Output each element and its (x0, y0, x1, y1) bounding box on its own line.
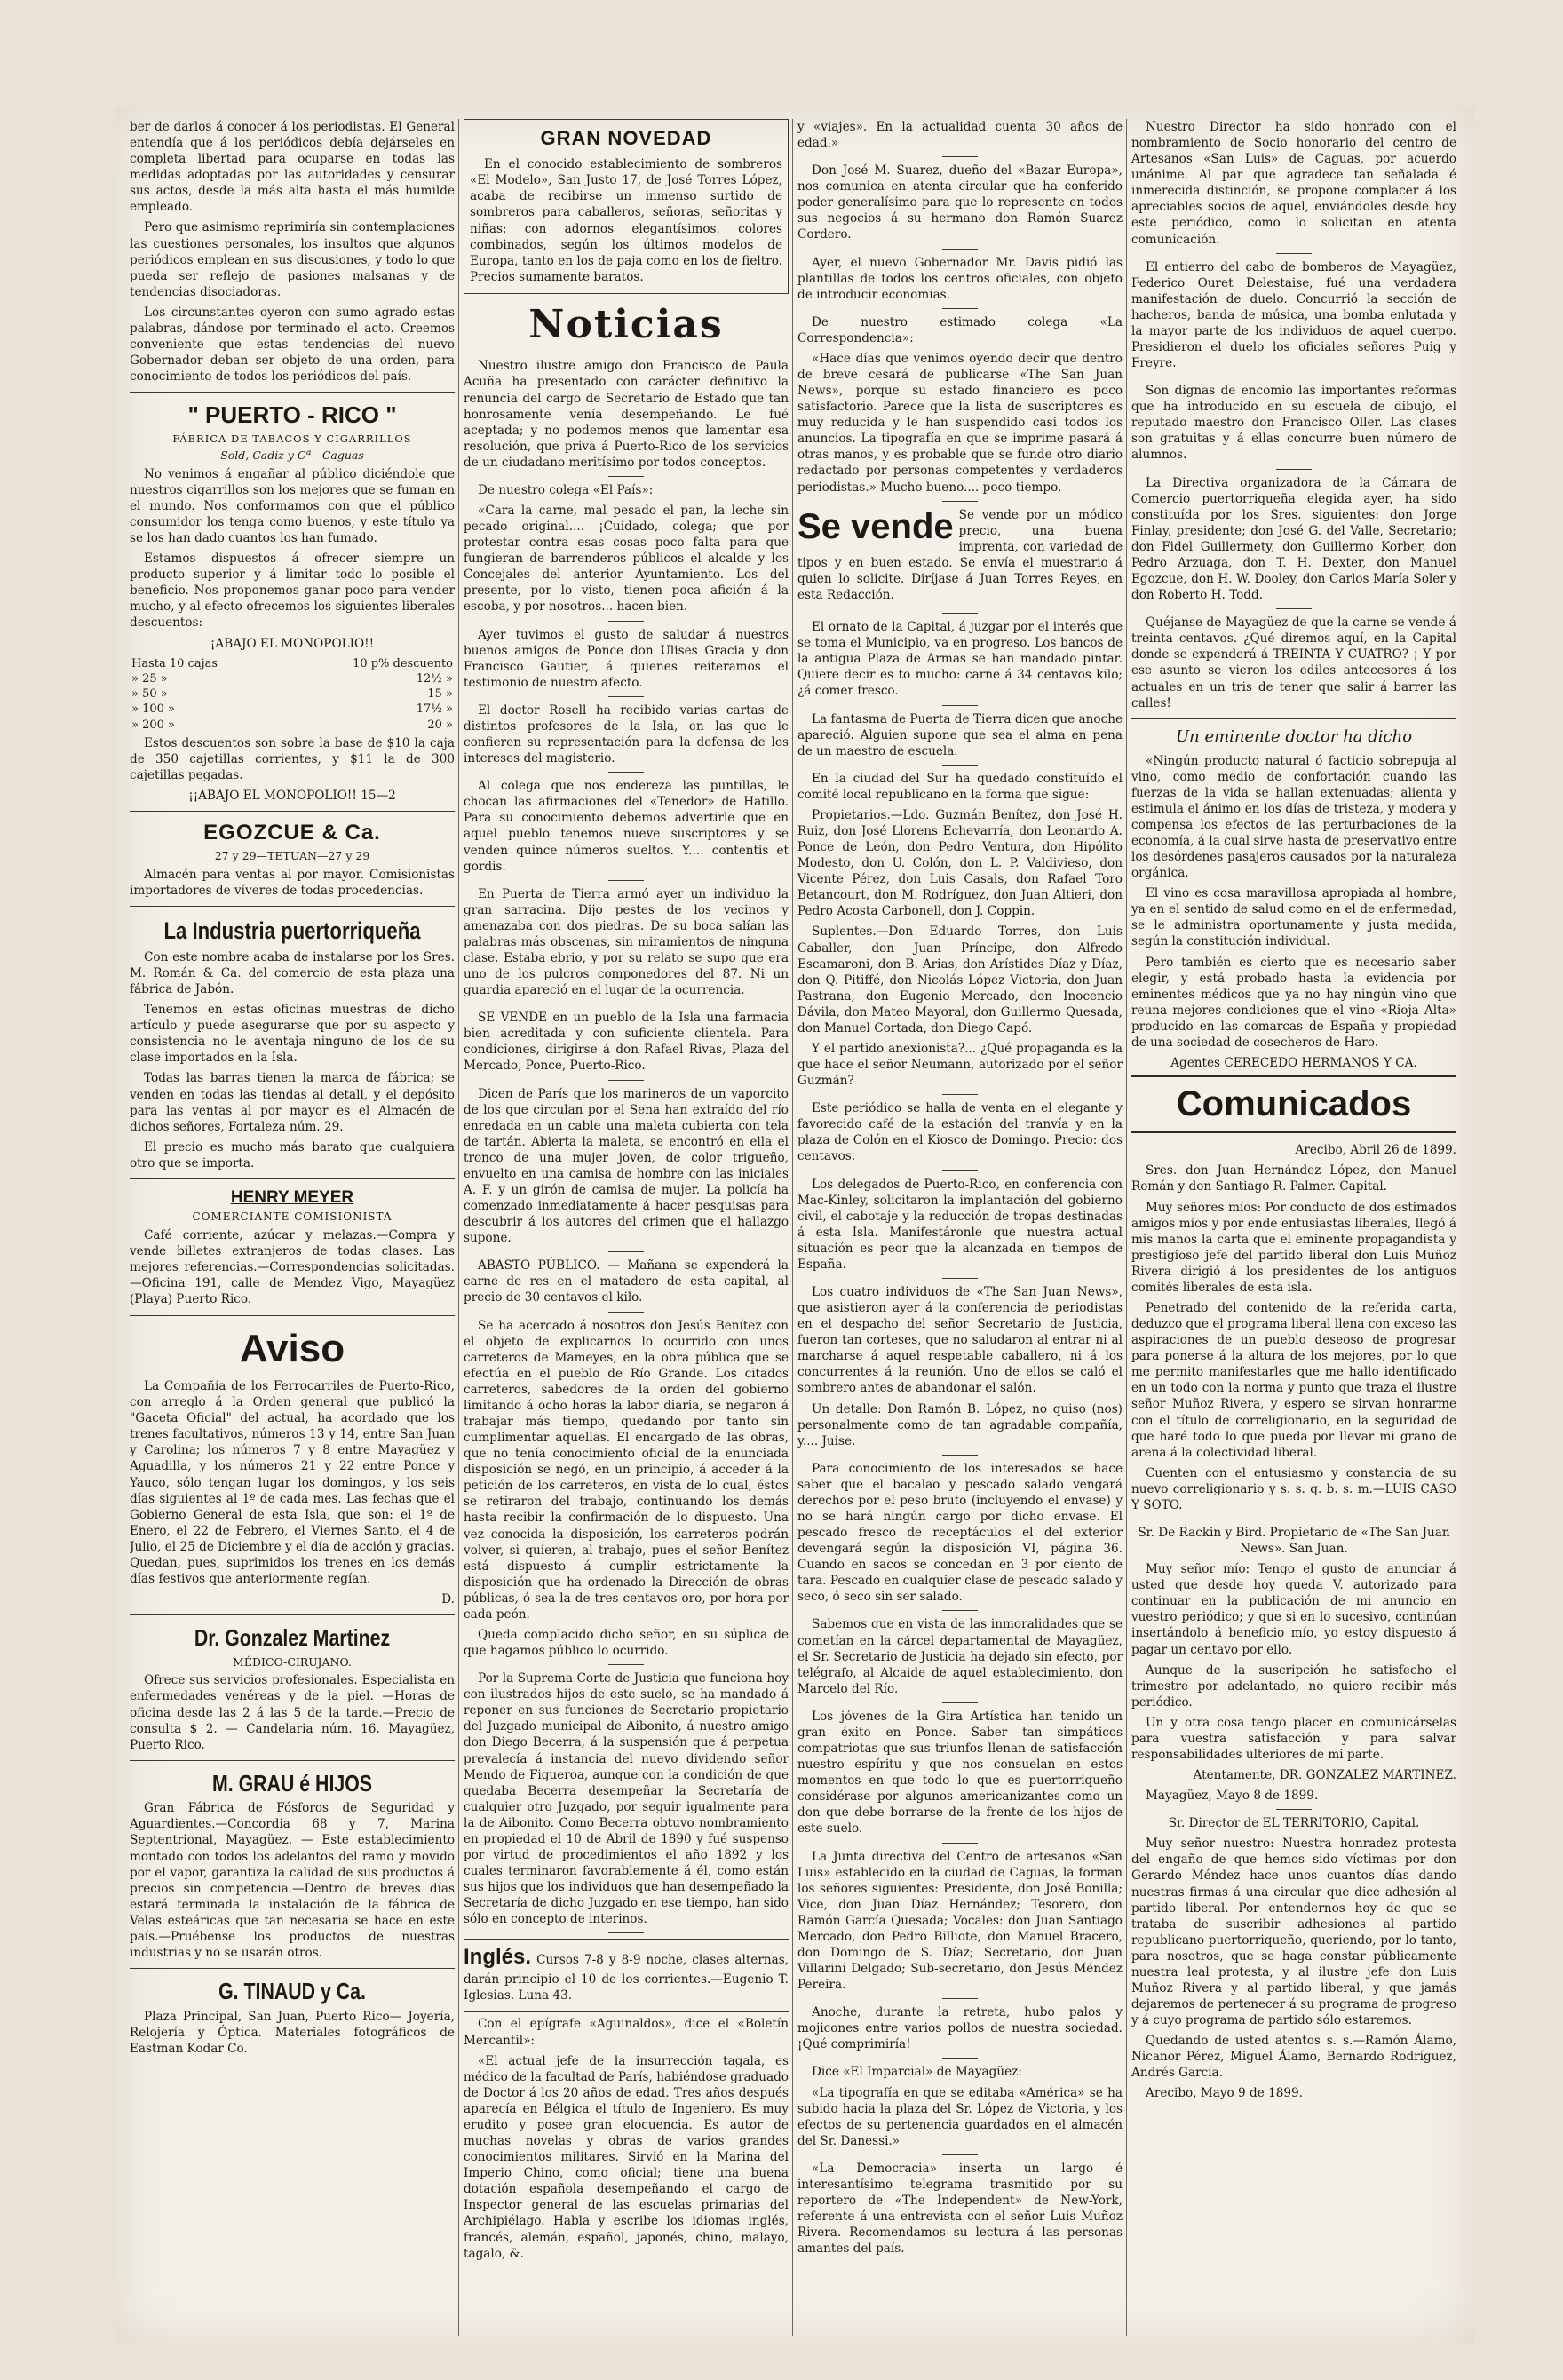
letter-paragraph: Muy señor nuestro: Nuestra honradez protesta del engaño de que hemos sido víctimas por don Gerardo Méndez hace unos cuantos días dando nuestras firmas á una circular que dice adhesión al partido liberal. Por entendernos hoy de que se trataba de suscribir adhesiones al partido republicano puertorriqueño, queriendo, por lo tanto, para nosotros, que se haga constar públicamente nuestra leal protesta, y al ilustre jefe don Luis Muñoz Rivera y al partido liberal, y que jamás dejaremos de pertenecer á su programa de progreso y á cuyo programa de partido sólo estaremos. (1131, 1837, 1456, 2028)
news-item: Queda complacido dicho señor, en su súplica de que hagamos público lo ocurrido. (464, 1628, 789, 1659)
letter-recipient: Sres. don Juan Hernández López, don Manuel Román y don Santiago R. Palmer. Capital. (1131, 1163, 1456, 1194)
news-item: La fantasma de Puerta de Tierra dicen que anoche apareció. Alguien supone que sea el alma en pena de un maestro de escuela. (797, 711, 1123, 758)
discount-table (130, 656, 455, 733)
letter-paragraph: Muy señor mío: Tengo el gusto de anunciar á usted que desde hoy queda V. autorizado para continuar en la publicación de mi anuncio en vuestro periódico; y que si en lo sucesivo, continúan insertándolo á beneficio mío, yo estoy dispuesto á pagar un centavo por ello. (1131, 1562, 1456, 1657)
ad-title: HENRY MEYER (230, 1187, 354, 1207)
divider (608, 1312, 644, 1313)
ad-slogan-text: ¡¡ABAJO EL MONOPOLIO!! (188, 789, 357, 804)
discount-label: » 50 » (131, 687, 168, 702)
news-item: Anoche, durante la retreta, hubo palos y mojicones entre varios pollos de nuestra sociedad. ¡Qué comprimiría! (797, 2005, 1123, 2052)
divider (130, 906, 455, 908)
divider (1276, 608, 1312, 609)
column-divider (458, 119, 459, 2336)
ad-agents: Agentes CERECEDO HERMANOS Y CA. (1170, 1056, 1417, 1070)
news-item: Y el partido anexionista?... ¿Qué propaganda es la que hace el señor Neumann, autorizado por el señor Guzmán? (797, 1041, 1123, 1089)
letter-gonzalez (1131, 1525, 1456, 1804)
divider (942, 2154, 978, 2155)
se-vende-ad (797, 507, 1123, 603)
tinaud-ad (130, 1976, 455, 2057)
news-item: «Cara la carne, mal pesado el pan, la leche sin pecado original.... ¡Cuidado, colega; que por protestar contra esas cosas poco falta para que fungieran de barrenderos públicos el alcalde y los Concejales del anterior Ayuntamiento. Los del presente, por lo visto, tienen poca afición á la escoba, y por nosotros... hacen bien. (464, 504, 789, 615)
divider (942, 705, 978, 706)
divider (942, 1702, 978, 1703)
discount-value: 15 » (427, 687, 453, 702)
divider (130, 392, 455, 393)
news-item: «Hace días que venimos oyendo decir que dentro de breve cesará de publicarse «The San Juan News», porque su estado financiero es poco satisfactorio. Parece que la lista de suscriptores es muy reducida y le han suspendido casi todos los anuncios. La tipografía en que se imprime pasará á otras manos, y es probable que se funde otro diario redactado por personas competentes y verdaderos periodistas.» Mucho bueno.... poco tiempo. (797, 351, 1123, 495)
ad-address: 27 y 29—TETUAN—27 y 29 (214, 849, 370, 863)
ad-paragraph: El precio es mucho más barato que cualquiera otro que se importa. (130, 1139, 455, 1170)
notice-sign: D. (441, 1592, 455, 1607)
divider (942, 1170, 978, 1171)
egozcue-ad (130, 819, 455, 899)
ad-title: EGOZCUE & Ca. (203, 821, 381, 845)
news-item: Suplentes.—Don Eduardo Torres, don Luis Caballer, don Juan Príncipe, don Alfredo Escamaroni, don B. Arias, don Arístides Díaz y Díaz, don Q. Pitiffé, don Nicolás López Victoria, don Juan Pastrana, don Eugenio Mercado, don Inocencio Dávila, don Mateo Mayoral, don Guillermo Quesada, don Manuel Cortada, don Diego Capó. (797, 924, 1123, 1035)
news-item: Sabemos que en vista de las inmoralidades que se cometían en la cárcel departamental de Mayagüez, el Sr. Secretario de Justicia ha dejado sin efecto, por telégrafo, al Alcaide de aquel establecimiento, don Marcelo del Río. (797, 1617, 1123, 1696)
divider (608, 1664, 644, 1665)
column-1 (130, 119, 455, 2336)
letter-date: Arecibo, Mayo 9 de 1899. (1146, 2086, 1304, 2101)
divider (942, 249, 978, 250)
news-item: Al colega que nos endereza las puntillas, le chocan las afirmaciones del «Tenedor» de Hatillo. Para su conocimiento debemos advertirle que en aquel pueblo tenemos nueve suscriptores y se venden quince números sueltos. Y.... contentis et gordis. (464, 779, 789, 874)
letter-caso (1131, 1142, 1456, 1513)
news-item: La Directiva organizadora de la Cámara de Comercio puertorriqueña elegida ayer, ha sido constituída por los Sres. siguientes: don Jorge Finlay, presidente; don José G. del Valle, Secretario; don Fidel Guillermety, don Guillermo Korber, don Pedro Arzuaga, don T. H. Dexter, don Manuel Egozcue, don H. W. Dooley, don Carlos María Soler y don Roberto H. Todd. (1131, 475, 1456, 603)
divider (608, 772, 644, 773)
discount-value: 20 » (427, 718, 453, 732)
letter-date: Arecibo, Abril 26 de 1899. (1295, 1143, 1456, 1158)
discount-label: Hasta 10 cajas (131, 656, 218, 670)
letter-recipient: Sr. Director de EL TERRITORIO, Capital. (1168, 1816, 1420, 1831)
news-item: Los delegados de Puerto-Rico, en conferencia con Mac-Kinley, solicitaron la implantación del gobierno civil, el cabotaje y la reducción de tropas destinadas á esta Isla. Manifestáronle que nuestra actual situación es peor que la alcanzada en tiempos de España. (797, 1177, 1123, 1272)
ad-place: Sold, Cadiz y Cª—Caguas (220, 448, 364, 463)
news-item: SE VENDE en un pueblo de la Isla una farmacia bien acreditada y con suficiente clientela. Para condiciones, dirigirse á don Rafael Rivas, Plaza del Mercado, Ponce, Puerto-Rico. (464, 1011, 789, 1074)
table-row (130, 718, 455, 733)
article-paragraph: Los circunstantes oyeron con sumo agrado estas palabras, dándose por terminado el acto. Creemos conveniente que estas tendencias del nuevo Gobernador deban ser objeto de una orden, para conocimiento de todos los periódicos del país. (130, 305, 455, 385)
divider (608, 696, 644, 697)
discount-value: 17½ » (416, 702, 453, 717)
column-divider (792, 119, 793, 2336)
divider (608, 476, 644, 477)
news-item: De nuestro colega «El País»: (478, 482, 654, 497)
table-row (130, 702, 455, 717)
divider (608, 880, 644, 881)
news-item: El entierro del cabo de bomberos de Mayagüez, Federico Ouret Delestaise, fué una verdadera manifestación de duelo. Concurrió la sección de hacheros, banda de música, una bomba enlutada y la mayor parte de los individuos de aquel cuerpo. Presidieron el duelo los oficiales señores Puig y Freyre. (1131, 259, 1456, 371)
ad-subtitle: COMERCIANTE COMISIONISTA (192, 1210, 393, 1224)
ingles-ad (464, 1939, 789, 2012)
table-row (130, 686, 455, 702)
letter-paragraph: Cuenten con el entusiasmo y constancia de su nuevo correligionario y s. s. q. b. s. m.—LUIS CASO Y SOTO. (1131, 1465, 1456, 1512)
news-item: Se ha acercado á nosotros don Jesús Benítez con el objeto de explicarnos lo ocurrido con unos carreteros de Mameyes, en la obra pública que se efectúa en el pueblo de Río Grande. Los citados carreteros, sabedores de la orden del gobierno limitando á ocho horas la labor diaria, se negaron á trabajar más tiempo, quedando por tanto sin cumplimentar aquellas. El encargado de las obras, que no tenía conocimiento oficial de la enunciada disposición se negó, en un principio, á acceder á la petición de los carreteros, en vista de lo cual, éstos se retiraron del trabajo, continuando los demás hasta recibir la confirmación de lo dispuesto. Una vez conocida la disposición, los carreteros podrán volver, si quieren, al trabajo, pues el señor Benítez está dispuesto á cumplir estrictamente la disposición que ha ordenado la Dirección de obras públicas, ó sea la de tres centavos oro, por hora por cada peón. (464, 1318, 789, 1622)
ad-title: Un eminente doctor ha dicho (1175, 726, 1413, 746)
ad-paragraph: Pero también es cierto que es necesario saber elegir, y está probado hasta la evidencia por eminentes médicos que ya no hay ningún vino que reuna mejores condiciones que el vino «Rioja Alta» producido en las comarcas de España y propiedad de una sociedad de cosecheros de Haro. (1131, 955, 1456, 1050)
divider (942, 613, 978, 614)
ad-subtitle: FÁBRICA DE TABACOS Y CIGARRILLOS (172, 432, 412, 445)
letter-date: Mayagüez, Mayo 8 de 1899. (1146, 1789, 1319, 1804)
news-item: Son dignas de encomio las importantes reformas que ha introducido en su escuela de dibujo, el reputado maestro don Francisco Oller. Las clases son gratuitas y á ellas concurre buen número de alumnos. (1131, 384, 1456, 463)
news-item: Propietarios.—Ldo. Guzmán Benítez, don José H. Ruiz, don José Llorens Echevarría, don Leonardo A. Ponce de León, don Pedro Ventura, don Hipólito Modesto, don U. Colón, don L. P. Valdivieso, don Vicente Pérez, don Luis Casals, don Rafael Toro Betancourt, don M. Rodríguez, don Juan Altieri, don Pedro Acosta Carbonell, don J. Coppin. (797, 807, 1123, 919)
discount-label: » 200 » (131, 718, 175, 732)
divider (608, 621, 644, 622)
discount-label: » 25 » (131, 671, 168, 686)
ad-paragraph: El vino es cosa maravillosa apropiada al hombre, ya en el sentido de salud como en el de enfermedad, se le administra oportunamente y justa medida, según la constitución individual. (1131, 886, 1456, 949)
divider (130, 1315, 455, 1316)
table-row (130, 656, 455, 671)
doctor-ad (1131, 726, 1456, 1071)
divider (942, 765, 978, 766)
ad-paragraph: Plaza Principal, San Juan, Puerto Rico— Joyería, Relojería y Óptica. Materiales fotográficos de Eastman Kodar Co. (130, 2009, 455, 2056)
ad-body: Se vende por un módico precio, una buena imprenta, con variedad de tipos y en buen estado. Se envía el muestrario á quien lo solicite. Diríjase á Juan Torres Reyes, en esta Redacción. (797, 507, 1123, 603)
ad-paragraph: Tenemos en estas oficinas muestras de dicho artículo y puede asegurarse que por su aspecto y consistencia no le aventaja ninguno de los de su clase importados en la Isla. (130, 1003, 455, 1066)
gran-novedad-ad (464, 119, 789, 294)
divider (942, 501, 978, 502)
divider (608, 1080, 644, 1081)
aviso-notice (130, 1323, 455, 1608)
newspaper-page (115, 107, 1474, 2344)
ad-paragraph: Todas las barras tienen la marca de fábrica; se venden en todas las tiendas al detall, y el depósito para las ventas al por mayor es el Almacén de dichos señores, Fortaleza núm. 29. (130, 1071, 455, 1134)
news-item: Ayer, el nuevo Gobernador Mr. Davis pidió las plantillas de todos los centros oficiales, con objeto de introducir economías. (797, 255, 1123, 302)
ad-paragraph: Ofrece sus servicios profesionales. Especialista en enfermedades venéreas y de la piel. —Horas de oficina desde las 2 á las 5 de la tarde.—Precio de consulta $ 2. — Candelaria núm. 16. Mayagüez, Puerto Rico. (130, 1673, 455, 1752)
divider (130, 1760, 455, 1761)
news-item: La Junta directiva del Centro de artesanos «San Luis» establecido en la ciudad de Caguas, la forman los señores siguientes: Presidente, don José Bonilla; Vice, don Juan Díaz Hernández; Tesorero, don Ramón García Quesada; Vocales: don Juan Santiago Mercado, don Pedro Billiote, don Manuel Bracero, don Domingo de S. Díaz; Secretario, don Juan Villarini Delgado; Sub-secretario, don Jesús Méndez Pereira. (797, 1849, 1123, 1993)
letter-sign: Atentamente, DR. GONZALEZ MARTINEZ. (1193, 1768, 1456, 1783)
news-item: Los jóvenes de la Gira Artística han tenido un gran éxito en Ponce. Saber tan simpáticos compatriotas que sus triunfos llenan de satisfacción nuestro espíritu y que nos consuelan en estos momentos en que todo lo que es puertorriqueño considérase por algunos americanizantes como un don que debe borrarse de la frente de los hijos de este suelo. (797, 1709, 1123, 1837)
ad-paragraph: Almacén para ventas al por mayor. Comisionistas importadores de víveres de todas procedencias. (130, 867, 455, 898)
divider (942, 2058, 978, 2059)
divider (942, 308, 978, 309)
ad-title: G. TINAUD y Ca. (218, 1978, 366, 2005)
letter-paragraph: Penetrado del contenido de la referida carta, deduzco que el programa liberal llena con exceso las aspiraciones de un pueblo deseoso de progresar para ponerse á la altura de los mejores, por lo que me permito manifestarles que me hallo identificado en un todo con la norma y punto que traza el ilustre señor Muñoz Rivera, y espero se sirvan honrarme con el título de correligionario, en la seguridad de que haré todo lo que pueda por llevar mi grano de arena á la colectividad liberal. (1131, 1300, 1456, 1460)
divider (942, 1455, 978, 1456)
news-item: Por la Suprema Corte de Justicia que funciona hoy con ilustrados hijos de este suelo, se ha mandado á reponer en sus funciones de Secretario propietario del Juzgado municipal de Aibonito, á nuestro amigo don Diego Becerra, á la suspensión que á perpetua prevalecía á instancia del nuevo dividendo señor Mendo de Figueroa, aunque con la condición de que quedaba Becerra desempeñar la Secretaría de cualquier otro Juzgado, por seguir igualmente para la de Aibonito. Como Becerra obtuvo nombramiento en propiedad el 10 de Abril de 1890 y fué suspenso por virtud de procedimientos el año 1892 y los cuales terminaron favorablemente á él, como están sus hijos que los individuos que han desempeñado la Secretaría de dicho Juzgado en ese tiempo, han sido sólo en concepto de interinos. (464, 1671, 789, 1927)
ad-slogan (130, 788, 455, 804)
ad-title: GRAN NOVEDAD (540, 127, 712, 149)
puerto-rico-ad (130, 400, 455, 804)
letter-paragraph: Aunque de la suscripción he satisfecho el trimestre por adelantado, no quiero recibir más periódico. (1131, 1662, 1456, 1710)
news-item: Nuestro Director ha sido honrado con el nombramiento de Socio honorario del centro de Artesanos «San Luis» de Caguas, por acuerdo unánime. Al par que agradece tan señalada é inmerecida distinción, se propone complacer á los apreciables socios de aquel, enviándoles desde hoy este periódico, como lo solicitan en atenta comunicación. (1131, 120, 1456, 247)
news-item: El doctor Rosell ha recibido varias cartas de distintos profesores de la Isla, en las que le confieren su representación para la defensa de los intereses del magisterio. (464, 702, 789, 766)
divider (130, 1968, 455, 1969)
divider (942, 1094, 978, 1095)
news-item: Ayer tuvimos el gusto de saludar á nuestros buenos amigos de Ponce don Ulises Gracia y don Francisco Gautier, á quienes reiteramos el testimonio de nuestro afecto. (464, 627, 789, 690)
gonzalez-ad (130, 1622, 455, 1753)
news-item: Con el epígrafe «Aguinaldos», dice el «Boletín Mercantil»: (464, 2017, 789, 2048)
letter-sign: Quedando de usted atentos s. s.—Ramón Álamo, Nicanor Pérez, Miguel Álamo, Bernardo Rodríguez, Andrés García. (1131, 2034, 1456, 2081)
divider (1276, 253, 1312, 254)
ad-paragraph: Estamos dispuestos á ofrecer siempre un producto superior y á limitar todo lo posible el beneficio. Nos proponemos ganar poco para vender mucho, y al efecto ofrecemos los siguientes liberales descuentos: (130, 551, 455, 631)
ad-paragraph: En el conocido establecimiento de sombreros «El Modelo», San Justo 17, de José Torres López, acaba de recibirse un inmenso surtido de sombreros para caballeros, señoras, señoritas y niñas; con adornos elegantísimos, colores combinados, según los últimos modelos de Europa, tanto en los de paja como en los de fieltro. Precios sumamente baratos. (470, 157, 782, 284)
news-item: y «viajes». En la actualidad cuenta 30 años de edad.» (797, 120, 1123, 151)
table-row (130, 671, 455, 686)
news-item: Un detalle: Don Ramón B. López, no quiso (nos) personalmente como de tan agradable compañía, y.... Juise. (797, 1401, 1123, 1448)
news-item: ABASTO PÚBLICO. — Mañana se expenderá la carne de res en el matadero de esta capital, al precio de 30 centavos el kilo. (464, 1258, 789, 1305)
divider (130, 1178, 455, 1179)
ad-subtitle: MÉDICO-CIRUJANO. (233, 1654, 352, 1669)
divider (1276, 1809, 1312, 1810)
news-item: De nuestro estimado colega «La Correspondencia»: (797, 314, 1123, 345)
drop-heading: Se vende (797, 506, 954, 546)
divider (130, 811, 455, 812)
discount-value: 12½ » (416, 671, 453, 686)
ad-title: M. GRAU é HIJOS (211, 1769, 373, 1797)
ad-paragraph: Estos descuentos son sobre la base de $10 la caja de 350 cajetillas corrientes, y $11 la de 300 cajetillas pegadas. (130, 736, 455, 783)
ad-paragraph: «Ningún producto natural ó facticio sobrepuja al vino, como medio de confortación cuando las fuerzas de la vida se hallan extenuadas; alienta y estimula el ánimo en los días de tristeza, y modera y compensa los efectos de las perturbaciones de la economía, á la cual sirve hasta de preservativo entre los desórdenes pasajeros causados por la naturaleza orgánica. (1131, 753, 1456, 881)
news-item: Nuestro ilustre amigo don Francisco de Paula Acuña ha presentado con carácter definitivo la renuncia del cargo de Secretario de Estado que tan honrosamente venía desempeñando. Le fué aceptada; y no podemos menos que lamentar esa resolución, que priva á Puerto-Rico de los servicios de un ciudadano meritísimo por todos conceptos. (464, 359, 789, 470)
grau-ad (130, 1768, 455, 1961)
industria-ad (130, 916, 455, 1171)
divider (1276, 469, 1312, 470)
ad-paragraph: Con este nombre acaba de instalarse por los Sres. M. Román & Ca. del comercio de esta plaza una fábrica de Jabón. (130, 949, 455, 997)
ad-title: " PUERTO - RICO " (187, 401, 397, 429)
meyer-ad (130, 1186, 455, 1308)
letter-recipient: Sr. De Rackin y Bird. Propietario de «The San Juan News». San Juan. (1138, 1525, 1450, 1557)
ad-ref: 15—2 (361, 789, 396, 804)
letter-paragraph: Muy señores míos: Por conducto de dos estimados amigos míos y por ende entusiastas liberales, llegó á mis manos la carta que el eminente propagandista y prestigioso jefe del partido liberal don Luis Muñoz Rivera dirigió á los presidentes de los antiguos comités liberales de esta isla. (1131, 1200, 1456, 1295)
aviso-title: Aviso (239, 1326, 345, 1370)
ad-title: Dr. Gonzalez Martinez (194, 1624, 391, 1652)
news-item: En Puerta de Tierra armó ayer un individuo la gran sarracina. Dijo pestes de los vecinos y amenazaba con dos piedras. De su boca salían las palabras más obscenas, sin miramientos de ninguna clase. Estaba ebrio, y por su relato se supo que era uno de los pulcros componedores del 87. Ni un guardia apareció en el lugar de la ocurrencia. (464, 886, 789, 998)
letter-paragraph: Un y otra cosa tengo placer en comunicárselas para vuestra satisfacción y para salvar responsabilidades ulteriores de mi parte. (1131, 1715, 1456, 1762)
news-item: Para conocimiento de los interesados se hace saber que el bacalao y pescado salado vengará derechos por el peso bruto (incluyendo el envase) y no se hará ningún cargo por dicho envase. El pescado fresco de receptáculos el del exterior devengará según la disposición VI, página 36. Cuando en sacos se concedan en 3 por ciento de tara. Pescado en cualquier clase de pescado salado y seco, ó seco sin ser salado. (797, 1461, 1123, 1605)
column-4 (1131, 119, 1456, 2336)
divider (130, 1614, 455, 1615)
ad-title: Inglés. (464, 1945, 532, 1970)
divider (1131, 718, 1456, 719)
news-item: «La tipografía en que se editaba «América» se ha subido hacia la plaza del Sr. López de Victoria, y los efectos de su pertenencia guardados en el almacén del Sr. Danessi.» (797, 2085, 1123, 2148)
article-paragraph: ber de darlos á conocer á los periodistas. El General entendía que á los periódicos debía dejárseles en completa libertad para ocuparse en todas las medidas adoptadas por las autoridades y censurar sus actos, desde la más alta hasta el más humilde empleado. (130, 120, 455, 215)
news-item: Quéjanse de Mayagüez de que la carne se vende á treinta centavos. ¿Qué diremos aquí, en la Capital donde se expenderá á TREINTA Y CUATRO? ¡ Y por ese asunto se vieron los ediles antecesores á los actuales en un tris de tener que salir á barrer las calles! (1131, 615, 1456, 710)
news-item: En la ciudad del Sur ha quedado constituído el comité local republicano en la forma que sigue: (797, 771, 1123, 802)
news-item: Dicen de París que los marineros de un vaporcito de los que circulan por el Sena han extraído del río enredada en un cable una maleta cubierta con tela de tartán. Abierta la maleta, se encontró en ella el tronco de una mujer joven, de color trigueño, envuelto en una camisa de hombre con las iniciales A. F. y un girón de camisa de mujer. La policía ha comenzado inmediatamente á hacer pesquisas para descubrir á los autores del crimen que el hallazgo supone. (464, 1086, 789, 1246)
noticias-heading: Noticias (528, 301, 724, 347)
divider (608, 1251, 644, 1252)
news-item: «El actual jefe de la insurrección tagala, es médico de la facultad de París, habiéndose graduado de Doctor á los 20 años de edad. Tres años después aparecía en Bélgica el título de Ingeniero. Es muy erudito y posee gran elocuencia. Es autor de muchas novelas y obras de varios grandes conocimientos militares. Sirvió en la Marina del Imperio Chino, como oficial; tiene una buena dotación española desempeñando el cargo de Inspector general de las escuelas primarias del Archipiélago. Habla y escribe los idiomas inglés, francés, alemán, español, japonés, chino, malayo, tagalo, &. (464, 2053, 789, 2261)
news-item: «La Democracia» inserta un largo é interesantísimo telegrama trasmitido por su reportero de «The Independent» de New-York, referente á una entrevista con el señor Luis Muñoz Rivera. Recomendamos su lectura á las personas amantes del país. (797, 2161, 1123, 2257)
divider (942, 1278, 978, 1279)
ad-slogan: ¡ABAJO EL MONOPOLIO!! (210, 636, 375, 651)
ad-paragraph (464, 1943, 789, 2003)
notice-paragraph: La Compañía de los Ferrocarriles de Puerto-Rico, con arreglo á la Orden general que publicó la "Gaceta Oficial" del actual, ha acordado que los trenes facultativos, números 13 y 14, entre San Juan y Carolina; los números 7 y 8 entre Mayagüez y Aguadilla, y los números 21 y 22 entre Ponce y Yauco, sólo tengan lugar los domingos, y los seis días siguientes al 1º de cada mes. Las fechas que el Gobierno General de esta Isla, que son: el 1º de Enero, el 22 de Febrero, el Viernes Santo, el 4 de Julio, el 25 de Diciembre y el día de acción y gracias. Quedan, pues, suprimidos los trenes en los demás días festivos que anteriormente regían. (130, 1379, 455, 1586)
ad-paragraph: No venimos á engañar al público diciéndole que nuestros cigarrillos son los mejores que se fuman en el mundo. Nos conformamos con que el público consumidor los tenga como buenos, y este título ya se los han dado cuantos los han fumado. (130, 466, 455, 546)
divider (942, 1843, 978, 1844)
column-3 (797, 119, 1123, 2336)
discount-label: » 100 » (131, 702, 175, 717)
letter-arecibo (1131, 1815, 1456, 2101)
divider (942, 1610, 978, 1611)
divider (608, 1932, 644, 1933)
ad-paragraph: Gran Fábrica de Fósforos de Seguridad y Aguardientes.—Concordia 68 y 7, Marina Septentrional, Mayagüez. — Este establecimiento montado con todos los adelantos del ramo y movido por el vapor, garantiza la calidad de sus productos á precios sin competencia.—Dentro de breves días estará terminada la instalación de la fábrica de Velas esteáricas que tan necesaria se hace en este país.—Pruébense los productos de nuestras industrias y no se usarán otros. (130, 1801, 455, 1961)
discount-value: 10 p% descuento (353, 656, 453, 670)
news-item: Este periódico se halla de venta en el elegante y favorecido café de la estación del tranvía y en la plaza de Colón en el Kiosco de Domingo. Precio: dos centavos. (797, 1101, 1123, 1164)
divider (942, 156, 978, 157)
news-item: El ornato de la Capital, á juzgar por el interés que se toma el Municipio, va en progreso. Los bancos de la antigua Plaza de Armas se han mandado pintar. Quiere decir es to mucho: carne á 34 centavos kilo; ¿á comer fresco. (797, 620, 1123, 699)
article-paragraph: Pero que asimismo reprimiría sin contemplaciones las cuestiones personales, los insultos que algunos periódicos emplean en sus discusiones, y todo lo que pueda ser reflejo de pasiones malsanas y de tendencias disociadoras. (130, 220, 455, 299)
column-divider (1126, 119, 1127, 2336)
news-item: Dice «El Imparcial» de Mayagüez: (812, 2065, 1022, 2080)
comunicados-heading: Comunicados (1131, 1075, 1456, 1133)
column-2 (464, 119, 789, 2336)
divider (942, 1998, 978, 1999)
news-item: Los cuatro individuos de «The San Juan News», que asistieron ayer á la conferencia de periodistas en el despacho del señor Secretario de Justicia, fueron tan corteses, que no saludaron al entrar ni al marcharse á aquel respetable caballero, ni á los concurrentes á la reunión. Uno de ellos se caló el sombrero antes de abandonar el salón. (797, 1285, 1123, 1396)
ad-body: Cursos 7-8 y 8-9 noche, clases alternas, darán principio el 10 de los corrientes.—Eugenio T. Iglesias. Luna 43. (464, 1953, 789, 2003)
ad-paragraph: Café corriente, azúcar y melazas.—Compra y vende billetes extranjeros de todas clases. Las mejores referencias.—Correspondencias solicitadas.—Oficina 191, calle de Mendez Vigo, Mayagüez (Playa) Puerto Rico. (130, 1228, 455, 1307)
news-item: Don José M. Suarez, dueño del «Bazar Europa», nos comunica en atenta circular que ha conferido poder generalísimo para que lo represente en todos sus negocios á su hermano don Ramón Suarez Cordero. (797, 163, 1123, 242)
ad-title: La Industria puertorriqueña (163, 917, 421, 944)
